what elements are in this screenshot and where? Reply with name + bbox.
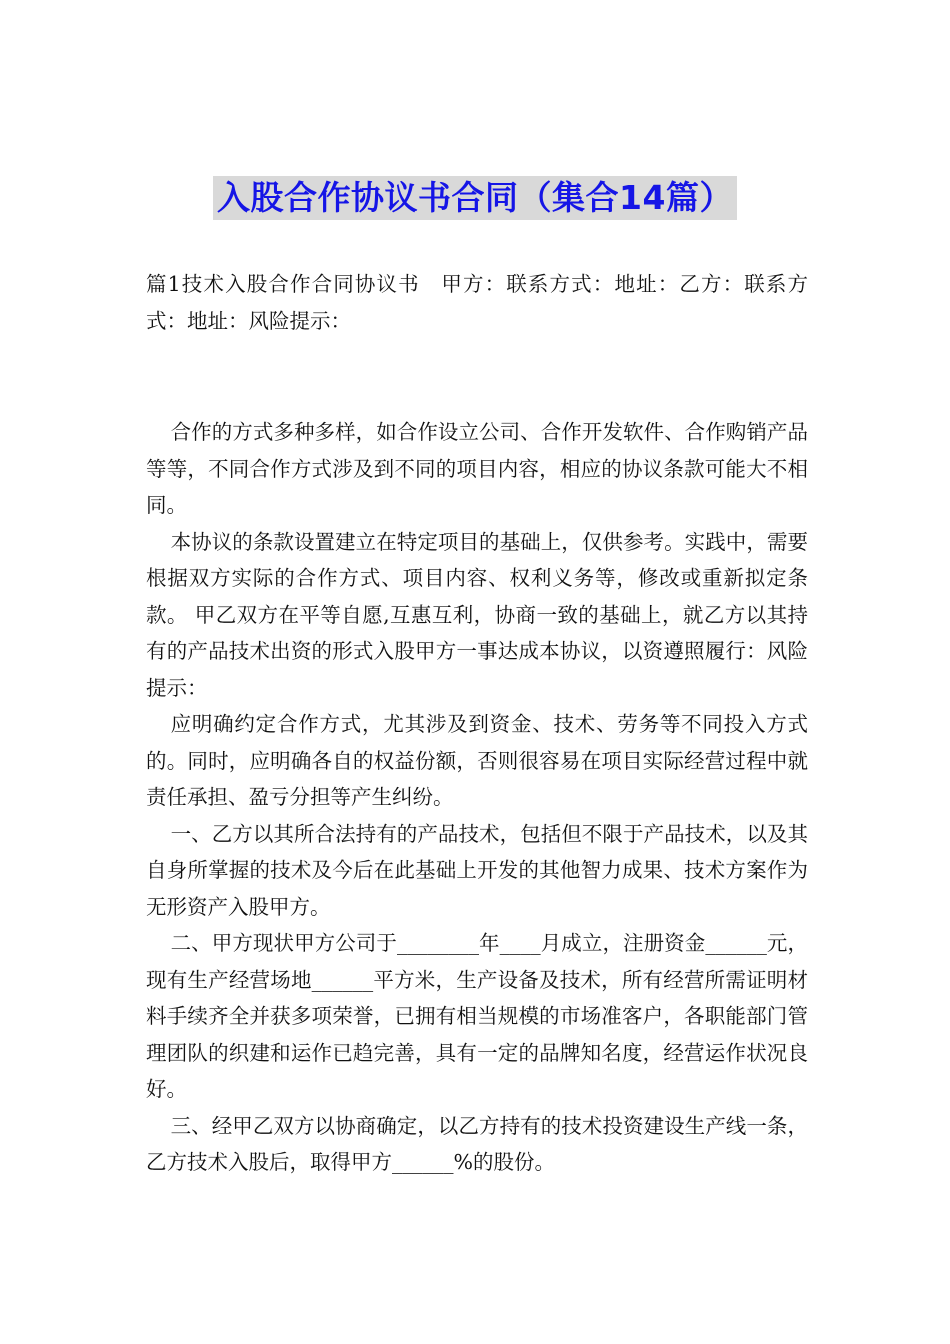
paragraph-1: 合作的方式多种多样，如合作设立公司、合作开发软件、合作购销产品等等，不同合作方式涉及到不同的项目内容，相应的协议条款可能大不相同。 bbox=[146, 420, 808, 517]
paragraph-3: 应明确约定合作方式，尤其涉及到资金、技术、劳务等不同投入方式的。同时，应明确各自的权益份额，否则很容易在项目实际经营过程中就责任承担、盈亏分担等产生纠纷。 bbox=[146, 712, 808, 809]
document-title: 入股合作协议书合同（集合14篇） bbox=[213, 176, 737, 220]
paragraph-2: 本协议的条款设置建立在特定项目的基础上，仅供参考。实践中，需要根据双方实际的合作方式、项目内容、权利义务等，修改或重新拟定条款。 甲乙双方在平等自愿,互惠互利，协商一致的基础上，就乙方以其持有的产品技术出资的形式入股甲方一事达成本协议，以资遵照履行：风险提示： bbox=[146, 529, 808, 700]
title-container bbox=[0, 176, 950, 220]
intro-block bbox=[146, 266, 808, 339]
paragraph-6: 三、经甲乙双方以协商确定，以乙方持有的技术投资建设生产线一条，乙方技术入股后，取得甲方______%的股份。 bbox=[146, 1113, 808, 1174]
paragraph-5: 二、甲方现状甲方公司于________年____月成立，注册资金______元，现有生产经营场地______平方米，生产设备及技术，所有经营所需证明材料手续齐全并获多项荣誉，已拥有相当规模的市场准客户，各职能部门管理团队的织建和运作已趋完善，具有一定的品牌知名度，经营运作状况良好。 bbox=[146, 931, 808, 1101]
body-content bbox=[146, 414, 808, 1181]
paragraph-4: 一、乙方以其所合法持有的产品技术，包括但不限于产品技术，以及其自身所掌握的技术及今后在此基础上开发的其他智力成果、技术方案作为无形资产入股甲方。 bbox=[146, 821, 808, 919]
intro-text: 篇1技术入股合作合同协议书 甲方：联系方式：地址：乙方：联系方式：地址：风险提示： bbox=[146, 272, 808, 333]
